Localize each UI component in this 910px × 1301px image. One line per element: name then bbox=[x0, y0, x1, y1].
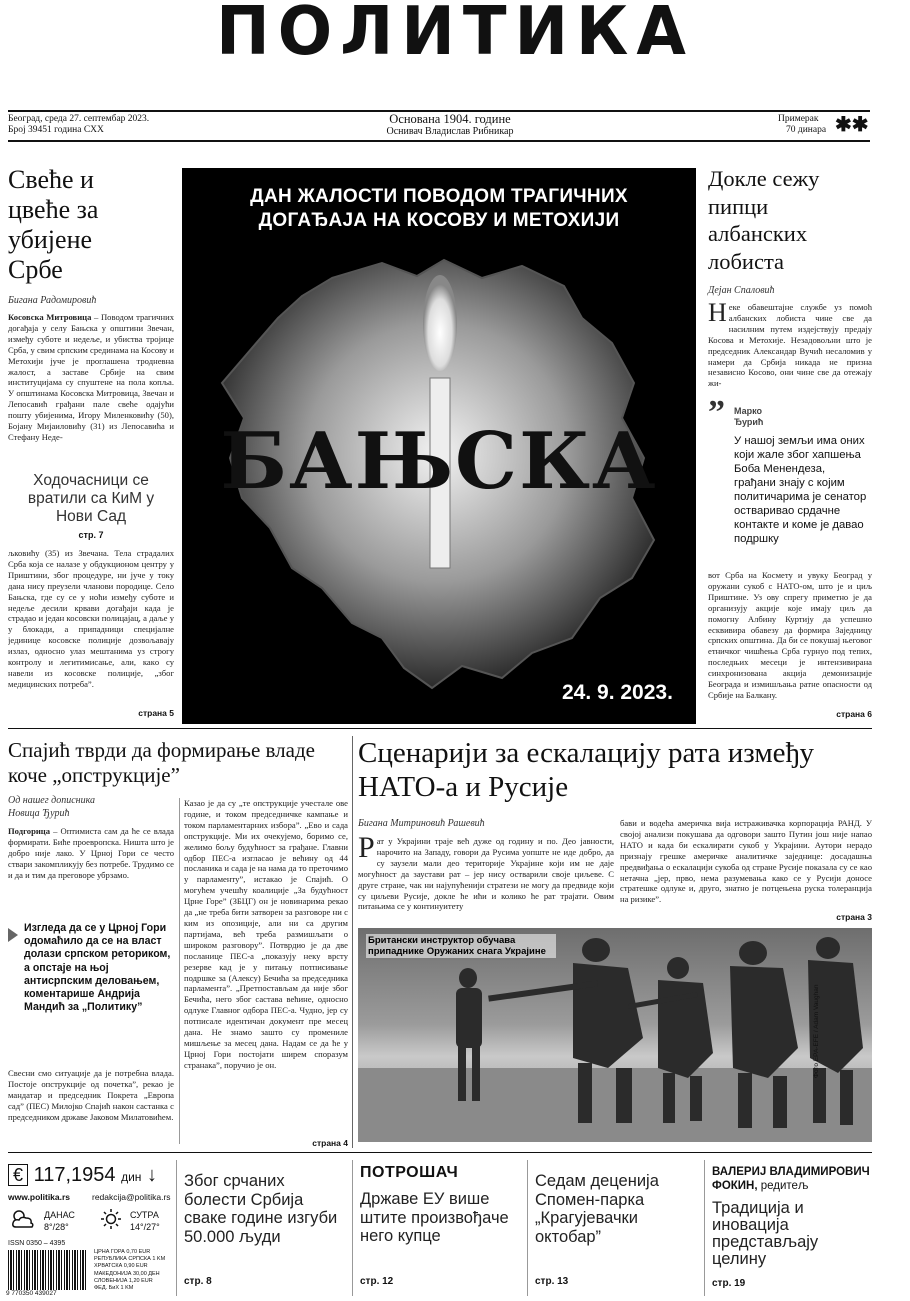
right-author: Дејан Спаловић bbox=[708, 285, 775, 296]
today-label: ДАНАС bbox=[44, 1210, 75, 1220]
stars-icon: ✱✱ bbox=[835, 114, 869, 136]
founded-line: Основана 1904. године bbox=[389, 112, 511, 126]
teaser-3-text[interactable]: Седам деценија Спомен-парка „Крагујевачки октобар” bbox=[535, 1172, 659, 1246]
left-inset-text: Ходочасници се вратили са КиМ у Нови Сад bbox=[27, 472, 155, 525]
tomorrow-temp: 14°/27° bbox=[130, 1222, 160, 1232]
barcode bbox=[8, 1250, 88, 1290]
quote-text: У нашој земљи има оних који жале због хапшења Боба Менендеза, грађани знају с којим политичарима је сенатор остваривао срдачне контакте и коме је давао подршку bbox=[734, 435, 867, 545]
photo-date: 24. 9. 2023. bbox=[562, 681, 673, 704]
issn: ISSN 0350 – 4395 bbox=[8, 1240, 66, 1247]
regional-prices bbox=[94, 1249, 174, 1292]
exchange-rate: 117,1954 bbox=[33, 1164, 116, 1186]
footer-divider-4 bbox=[704, 1160, 705, 1296]
exchange-rate-unit: дин bbox=[121, 1170, 142, 1184]
montenegro-col1-top bbox=[8, 826, 174, 914]
issue-line: Број 39451 година CXX bbox=[8, 125, 104, 135]
cloud-sun-icon bbox=[10, 1208, 36, 1230]
montenegro-headline: Спајић тврди да формирање владе коче „опструкције” bbox=[8, 738, 315, 787]
montenegro-page-ref: страна 4 bbox=[312, 1138, 348, 1148]
currency-box bbox=[8, 1162, 168, 1188]
right-page-ref: страна 6 bbox=[836, 709, 872, 719]
teaser-4-name: ВАЛЕРИЈ ВЛАДИМИРОВИЧ ФОКИН, bbox=[712, 1166, 870, 1192]
nato-page-ref: страна 3 bbox=[836, 912, 872, 922]
nato-col2: бави и водећа америчка вија истраживачка корпорација РАНД. У својој анализи покушава да одговори зашто Путин још није напао НАТО и када би ескалирати сукоб у Украјини. Аутори нерадо признају грешке америчке аналитичке заједнице: досадашња предвиђања о ескалацији сукоба од стране Русије показала су се као нетачна „јер, прво, нема разумевања како се у Русији доносе стратешке одлуке и, друго, знатно је потцењена руска толеранција на ризике”. bbox=[620, 818, 872, 905]
teaser-3-page: стр. 13 bbox=[535, 1276, 569, 1287]
soldiers-photo-caption: Британски инструктор обучава припаднике Оружаних снага Украјине bbox=[366, 934, 556, 958]
soldiers-photo bbox=[358, 928, 872, 1142]
footer-divider-3 bbox=[527, 1160, 528, 1296]
teaser-1-page: стр. 8 bbox=[184, 1276, 212, 1287]
teaser-2-text[interactable]: Државе ЕУ више штите произвођаче него купце bbox=[360, 1190, 509, 1245]
teaser-1-text[interactable]: Због срчаних болести Србија сваке године изгуби 50.000 људи bbox=[184, 1172, 338, 1246]
left-dateline: Косовска Митровица bbox=[8, 312, 92, 322]
center-photo bbox=[182, 168, 696, 724]
right-body-1 bbox=[708, 302, 872, 390]
left-page-ref: страна 5 bbox=[138, 708, 174, 718]
montenegro-dateline: Подгорица bbox=[8, 826, 51, 836]
quote-author: Марко Ђурић bbox=[734, 406, 764, 427]
price-item: МАКЕДОНИЈА 30,00 ДЕН bbox=[94, 1270, 160, 1277]
price-item: ХРВАТСКА 0,90 EUR bbox=[94, 1263, 148, 1270]
date-line: Београд, среда 27. септембар 2023. bbox=[8, 114, 150, 124]
nato-drop-cap: Р bbox=[358, 836, 375, 864]
soldiers-photo-credit: Фото ЕРА-ЕFE / Adam Vaughan bbox=[813, 984, 820, 1078]
photo-ground bbox=[358, 1068, 872, 1142]
arrow-down-icon: ↓ bbox=[146, 1164, 157, 1186]
left-body-2: љковићу (35) из Звечана. Тела страдалих Срба која се налазе у обдукционом центру у Приштини, због процедуре, ни јуче у току дана нису преузели чланови породице. Село Бањска, где су се у ноћи између суботе и недеље десили крвави догађаји када је страдао и један косовски полицајац, а даље у у блокади, а припадници специјалне јединице косовске полиције дозвољавају излаз, односно улаз мештанима уз строгу контролу и легитимисање, али, какo су навели из косовске полиције, „због медицинских потреба”. bbox=[8, 548, 174, 689]
right-drop-cap: Н bbox=[708, 302, 727, 327]
price: 70 динара bbox=[786, 125, 827, 135]
sun-icon bbox=[100, 1208, 122, 1230]
founder-line: Оснивач Владислав Рибникар bbox=[386, 126, 514, 137]
montenegro-byline-1: Од нашег дописника bbox=[8, 795, 96, 806]
montenegro-column-divider bbox=[179, 798, 180, 1144]
photo-banner-line-1: ДАН ЖАЛОСТИ ПОВОДОМ ТРАГИЧНИХ bbox=[250, 186, 628, 207]
teaser-4-person bbox=[712, 1166, 877, 1193]
website-link[interactable]: www.politika.rs bbox=[8, 1192, 71, 1202]
footer-divider-2 bbox=[352, 1160, 353, 1296]
masthead-rule-bottom bbox=[8, 140, 870, 142]
nato-col1 bbox=[358, 836, 614, 924]
left-inset-page: стр. 7 bbox=[78, 530, 104, 540]
nato-col1-text: ат у Украјини траје већ дуже од годину и по. Део јавности, нарочито на Западу, говори да Русима уопште не иде добро, да су заузели мали део територије Украјине који им не даје могућност да заустави рат – јер нису остварили своје циљеве. С друге стране, чак ни најупућенији стратези не могу да предвиде који су циљеви Русије, докле ће ићи и колико ће рат трајати. Овим питањима се у континуитету bbox=[358, 836, 614, 912]
teaser-4-text[interactable]: Традиција и иновација представљају целину bbox=[712, 1199, 819, 1268]
photo-word: БАЊСКА bbox=[220, 416, 658, 507]
lower-column-divider bbox=[352, 736, 353, 1148]
teaser-4-role: редитељ bbox=[760, 1179, 809, 1192]
email-link[interactable]: redakcija@politika.rs bbox=[92, 1192, 171, 1202]
section-rule bbox=[8, 728, 872, 729]
montenegro-col1-top-text: – Оптимиста сам да ће се влада формирати. Биће проевропска. Ништа што је добро није лако. У Црној Гори се често ствари закомпликују без потребе. Трудимо се и да и тим да преговоре убрзамо. bbox=[8, 826, 174, 880]
nato-author: Бигана Митриновић Рашевић bbox=[358, 818, 485, 829]
montenegro-byline-2: Новица Ђурић bbox=[8, 808, 70, 819]
copy-label: Примерак bbox=[778, 114, 819, 124]
left-body-1 bbox=[8, 312, 174, 462]
quote-mark-icon: ” bbox=[708, 394, 725, 431]
pull-quote-arrow-icon bbox=[8, 928, 18, 942]
right-body-1-text: еке обавештајне службе уз помоћ албанских лобиста чине све да насилним путем издејствују предају Косова и Метохије. Незадовољни што је председник Александар Вучић несаломив у намери да Србија никада не призна независно Косово, они чине све да отежају жи- bbox=[708, 302, 872, 389]
price-item: СЛОВЕНИЈА 1,20 EUR bbox=[94, 1277, 153, 1284]
left-headline: Свеће и цвеће за убијене Србе bbox=[8, 165, 99, 284]
today-temp: 8°/28° bbox=[44, 1222, 69, 1232]
montenegro-col2: Казао је да су „те опструкције учестале ове године, и током председничке кампање и током парламентарних избора”. „Ево и сада опструкције. Ми их очекујемо, боримо се, желимо бољу будућност за грађане. Главни одбор ПЕС-а изгласао је већину од 44 посланика и сада је на нама да то преточимо у парламенту”, истакао је Спајић. О могућем учешћу коалиције „За будућност Црне Горе” (ЗБЦГ) он је новинарима рекао да „не треба бити затворен за разговоре ни с ким из опозиције, али ни са другим партијама, већ треба размишљати о широком разговору”. Потврдио је да две посланице ПЕС-а „показују неку врсту резерве кад је у питању потписивање подршке за (Алексу) Бечића за председника парламента”. „Претпостављам да није због Бечића, него због састава већине, односно одлуке Главног одбора ПЕС-а. Чудно, јер су потписале идентичан документ пре месец дана. Не знамо зашто су промениле мишљење за месец дана. Надам се да ће у Црној Гори постојати ширем споразум странака”, поручио је он. bbox=[184, 798, 348, 1070]
masthead-title: ПОЛИТИКА bbox=[216, 0, 694, 71]
price-item: ФЕД. БиХ 1 KM bbox=[94, 1285, 134, 1292]
teaser-2-page: стр. 12 bbox=[360, 1276, 394, 1287]
right-body-2: вот Срба на Космету и увуку Београд у оружани сукоб с НАТО-ом, што је и циљ Приштине. Уз ову спрегу приметно је да организују акције које имају циљ да помогну Албину Куртију да успешно есквивира обавезу да формира Заједницу српских општина. Да би се покушај његовог етничког чишћења Срба гурнуо под тепих, последњих месеци је интензивирана синхронизована акција демонизације Београда и измишљања ратне опасности од Србије на Балкану. bbox=[708, 570, 872, 700]
price-item: РЕПУБЛИКА СРПСКА 1 KM bbox=[94, 1256, 166, 1263]
footer-rule bbox=[8, 1152, 872, 1153]
photo-banner-line-2: ДОГАЂАЈА НА КОСОВУ И МЕТОХИЈИ bbox=[258, 210, 620, 231]
montenegro-col1-bottom: Свесни смо ситуације да је потребна влада. Постоје опструкције од почетка”, рекао је мандатар и председник Покрета „Европа сад” (ПЕС) Милојко Спајић након састанка с председником државе Јаковом Милатовићем. bbox=[8, 1068, 174, 1122]
tomorrow-label: СУТРА bbox=[130, 1210, 159, 1220]
footer-divider-1 bbox=[176, 1160, 177, 1296]
right-headline: Докле сежу пипци албанских лобиста bbox=[708, 166, 820, 274]
nato-headline: Сценарији за ескалацију рата између НАТО-а и Русије bbox=[358, 737, 815, 803]
montenegro-pull-quote: Изгледа да се у Црној Гори одомаћило да се на власт долази српском реториком, а опстаје на њој антисрпским деловањем, коментарише Андрија Мандић за „Политику” bbox=[24, 922, 171, 1014]
candle-flame bbox=[423, 275, 457, 371]
left-author: Бигана Радомировић bbox=[8, 295, 97, 306]
barcode-digits: 9 770350 439027 bbox=[6, 1290, 92, 1297]
left-body-1-text: – Поводом трагичних догађаја у селу Бањска у општини Звечан, између суботе и недеље, и убиства тројице Срба, у свим српским срединама на Косову и Метохији јуче је проглашена тродневна жалост, а заставе Србије на свим институцијама су спуштене на пола копља. У општинама Косовска Митровица, Звечан и Лепосавић грађани пале свеће одајући пошту убијенима, Игору Миленковићу (50), Бојану Мијаиловићу (31) из Лепосавића и Стефану Неде- bbox=[8, 312, 174, 442]
teaser-2-label: ПОТРОШАЧ bbox=[360, 1164, 459, 1181]
price-item: ЦРНА ГОРА 0,70 EUR bbox=[94, 1249, 151, 1255]
euro-icon: € bbox=[8, 1164, 28, 1186]
soldiers-photo-graphic bbox=[358, 928, 872, 1142]
teaser-4-page: стр. 19 bbox=[712, 1278, 746, 1289]
